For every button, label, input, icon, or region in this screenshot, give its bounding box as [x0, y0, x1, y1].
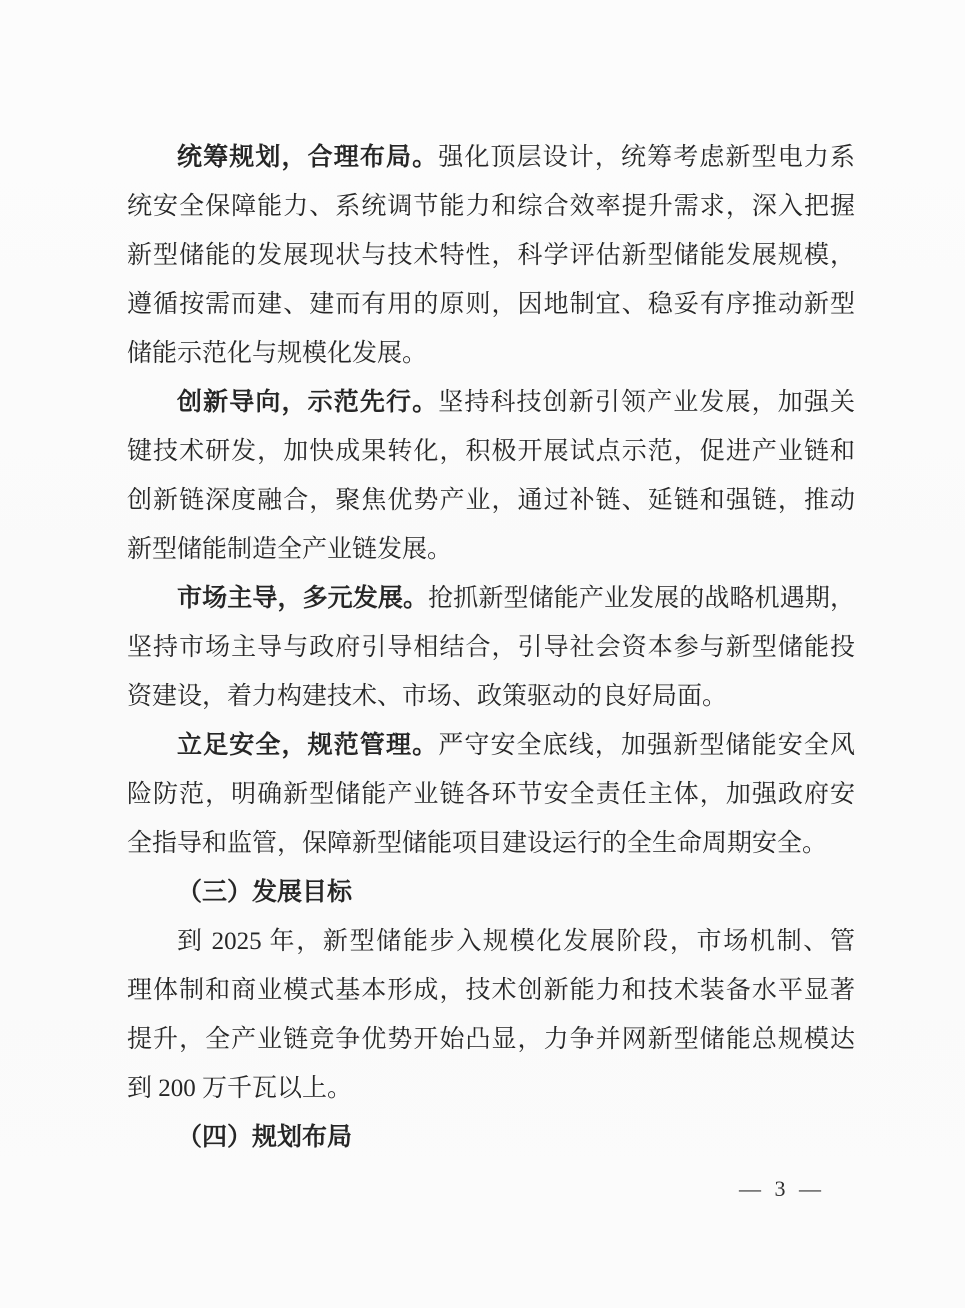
- text-line: [127, 133, 855, 182]
- text-line: 遵循按需而建、建而有用的原则，因地制宜、稳妥有序推动新型: [127, 291, 855, 318]
- text-line: 新型储能的发展现状与技术特性，科学评估新型储能发展规模，: [127, 242, 855, 269]
- text-line: 到 2025 年，新型储能步入规模化发展阶段，市场机制、管: [177, 928, 855, 955]
- line-text: 坚持科技创新引领产业发展，加强关: [438, 389, 855, 416]
- document-body: [127, 133, 855, 1162]
- line-text: 严守安全底线，加强新型储能安全风: [438, 732, 855, 759]
- section-heading: （四）规划布局: [177, 1124, 353, 1151]
- text-line: 全指导和监管，保障新型储能项目建设运行的全生命周期安全。: [127, 830, 828, 857]
- text-line: 新型储能制造全产业链发展。: [127, 536, 453, 563]
- section-heading: （三）发展目标: [177, 879, 353, 906]
- text-line: 统安全保障能力、系统调节能力和综合效率提升需求，深入把握: [127, 193, 855, 220]
- text-line: 理体制和商业模式基本形成，技术创新能力和技术装备水平显著: [127, 977, 855, 1004]
- line-text: 抢抓新型储能产业发展的战略机遇期，: [428, 585, 855, 612]
- paragraph-lead: 创新导向，示范先行。: [177, 389, 439, 416]
- text-line: 险防范，明确新型储能产业链各环节安全责任主体，加强政府安: [127, 781, 855, 808]
- text-line: 坚持市场主导与政府引导相结合，引导社会资本参与新型储能投: [127, 634, 855, 661]
- text-line: [127, 378, 855, 427]
- paragraph-lead: 统筹规划，合理布局。: [177, 144, 439, 171]
- text-line: [127, 721, 855, 770]
- text-line: 资建设，着力构建技术、市场、政策驱动的良好局面。: [127, 683, 728, 710]
- text-line: 键技术研发，加快成果转化，积极开展试点示范，促进产业链和: [127, 438, 855, 465]
- line-text: 强化顶层设计，统筹考虑新型电力系: [438, 144, 855, 171]
- text-line: [127, 574, 855, 623]
- paragraph-lead: 立足安全，规范管理。: [177, 732, 439, 759]
- text-line: 提升，全产业链竞争优势开始凸显，力争并网新型储能总规模达: [127, 1026, 855, 1053]
- text-line: 储能示范化与规模化发展。: [127, 340, 428, 367]
- page-number: — 3 —: [739, 1176, 825, 1201]
- text-line: 到 200 万千瓦以上。: [127, 1075, 353, 1102]
- text-line: 创新链深度融合，聚焦优势产业，通过补链、延链和强链，推动: [127, 487, 855, 514]
- paragraph-lead: 市场主导，多元发展。: [177, 585, 429, 612]
